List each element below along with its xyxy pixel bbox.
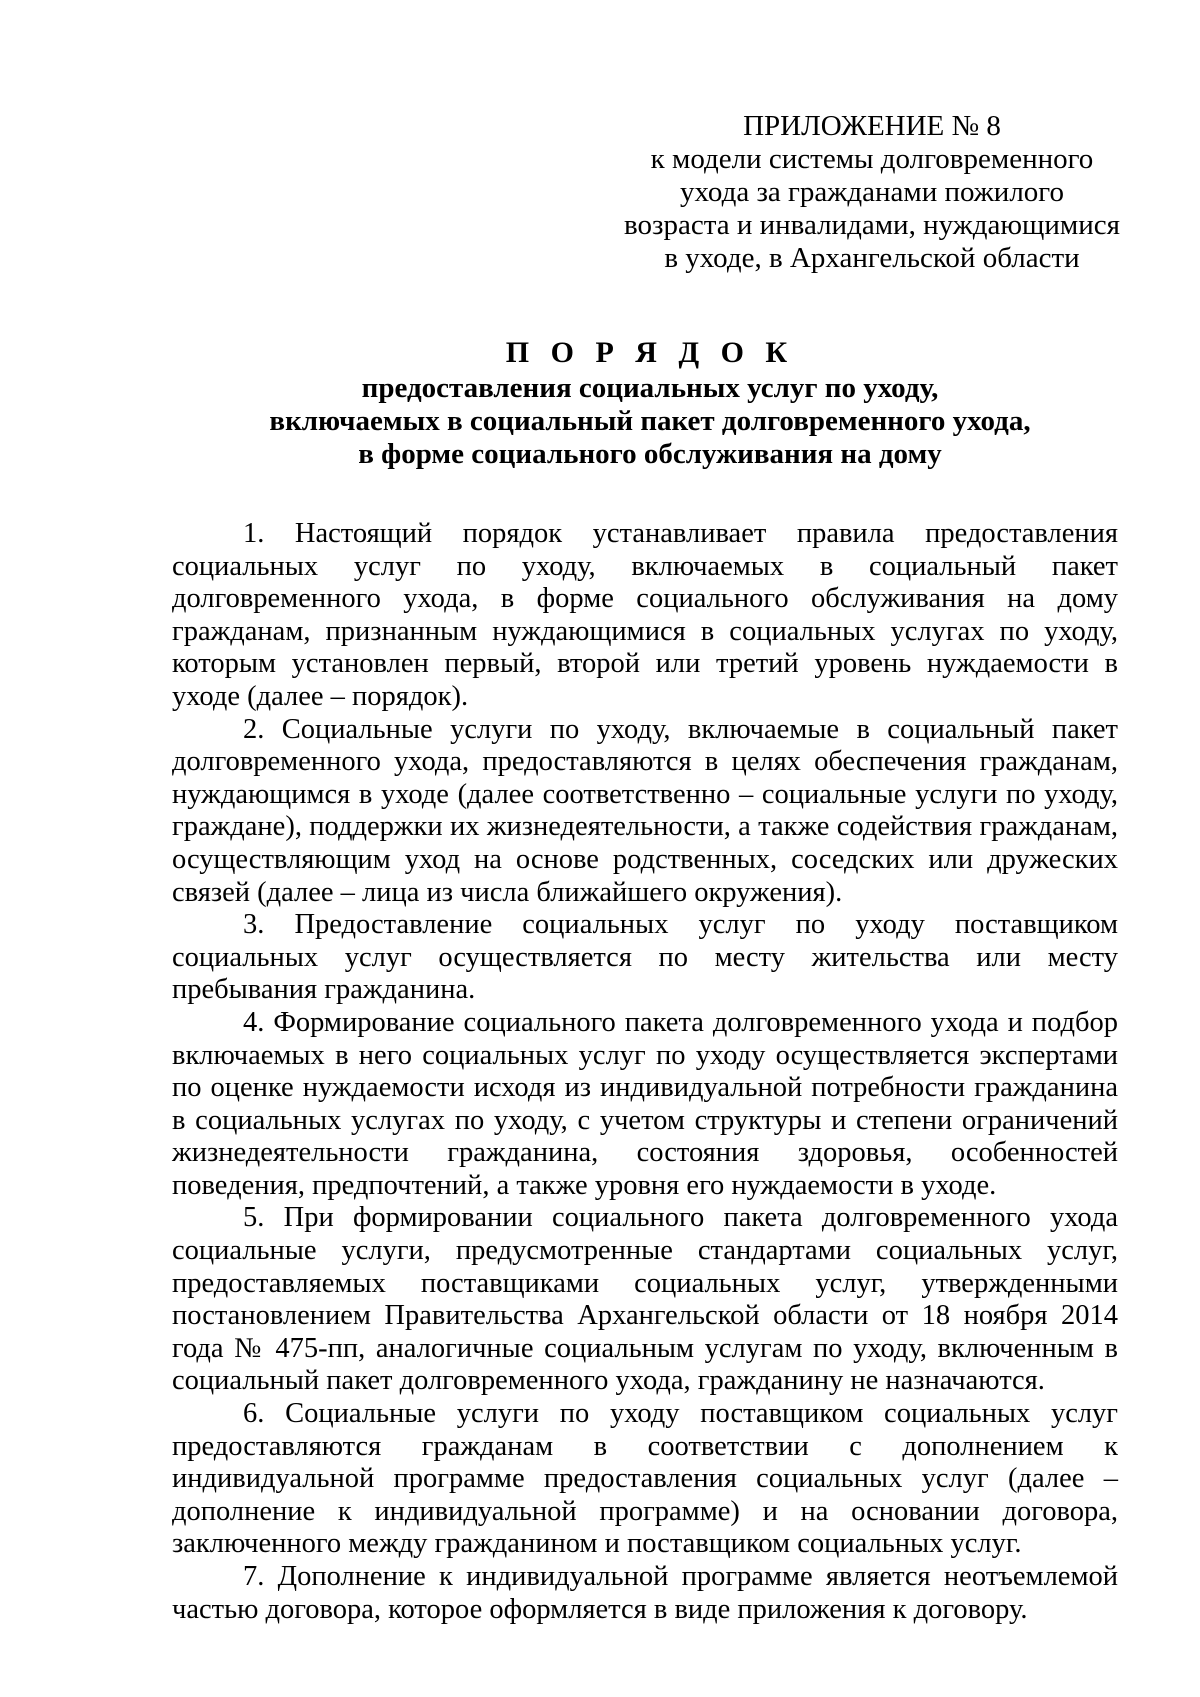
paragraph-2: 2. Социальные услуги по уходу, включаемые в социальный пакет долговременного ухода, предоставляются в целях обеспечения гражданам, нуждающимся в уходе (далее соответственно – социальные услуги по уходу, граждане), поддержки их жизнедеятельности, а также содействия гражданам, осуществляющим уход на основе родственных, соседских или дружеских связей (далее – лица из числа ближайшего окружения). — [172, 713, 1118, 908]
title-subline: в форме социального обслуживания на дому — [358, 438, 942, 470]
title-subline: включаемых в социальный пакет долговременного ухода, — [269, 405, 1031, 437]
paragraph-3: 3. Предоставление социальных услуг по уходу поставщиком социальных услуг осуществляется по месту жительства или месту пребывания гражданина. — [172, 909, 1118, 1006]
appendix-heading: ПРИЛОЖЕНИЕ № 8 — [743, 110, 1001, 142]
paragraph-5: 5. При формировании социального пакета долговременного ухода социальные услуги, предусмотренные стандартами социальных услуг, предоставляемых поставщиками социальных услуг, утвержденными постановлением Правительства Архангельской области от 18 ноября 2014 года № 475-пп, аналогичные социальным услугам по уходу, включенным в социальный пакет долговременного ухода, гражданину не назначаются. — [172, 1202, 1118, 1397]
paragraph-4: 4. Формирование социального пакета долговременного ухода и подбор включаемых в него социальных услуг по уходу осуществляется экспертами по оценке нуждаемости исходя из индивидуальной потребности гражданина в социальных услугах по уходу, с учетом структуры и степени ограничений жизнедеятельности гражданина, состояния здоровья, особенностей поведения, предпочтений, а также уровня его нуждаемости в уходе. — [172, 1006, 1118, 1201]
paragraph-1: 1. Настоящий порядок устанавливает правила предоставления социальных услуг по уходу, включаемых в социальный пакет долговременного ухода, в форме социального обслуживания на дому гражданам, признанным нуждающимися в социальных услугах по уходу, которым установлен первый, второй или третий уровень нуждаемости в уходе (далее – порядок). — [172, 518, 1118, 712]
title-subline: предоставления социальных услуг по уходу, — [361, 372, 939, 404]
appendix-line: ухода за гражданами пожилого — [680, 176, 1064, 208]
title-main: П О Р Я Д О К — [505, 336, 795, 369]
appendix-line: возраста и инвалидами, нуждающимися — [624, 209, 1120, 241]
appendix-line: к модели системы долговременного — [650, 143, 1094, 175]
document-body — [172, 518, 1118, 1626]
document-title — [170, 336, 1130, 471]
paragraph-6: 6. Социальные услуги по уходу поставщиком социальных услуг предоставляются гражданам в соответствии с дополнением к индивидуальной программе предоставления социальных услуг (далее – дополнение к индивидуальной программе) и на основании договора, заключенного между гражданином и поставщиком социальных услуг. — [172, 1398, 1118, 1560]
appendix-header — [612, 110, 1132, 275]
paragraph-7: 7. Дополнение к индивидуальной программе является неотъемлемой частью договора, которое оформляется в виде приложения к договору. — [172, 1561, 1118, 1625]
appendix-line: в уходе, в Архангельской области — [664, 242, 1080, 274]
